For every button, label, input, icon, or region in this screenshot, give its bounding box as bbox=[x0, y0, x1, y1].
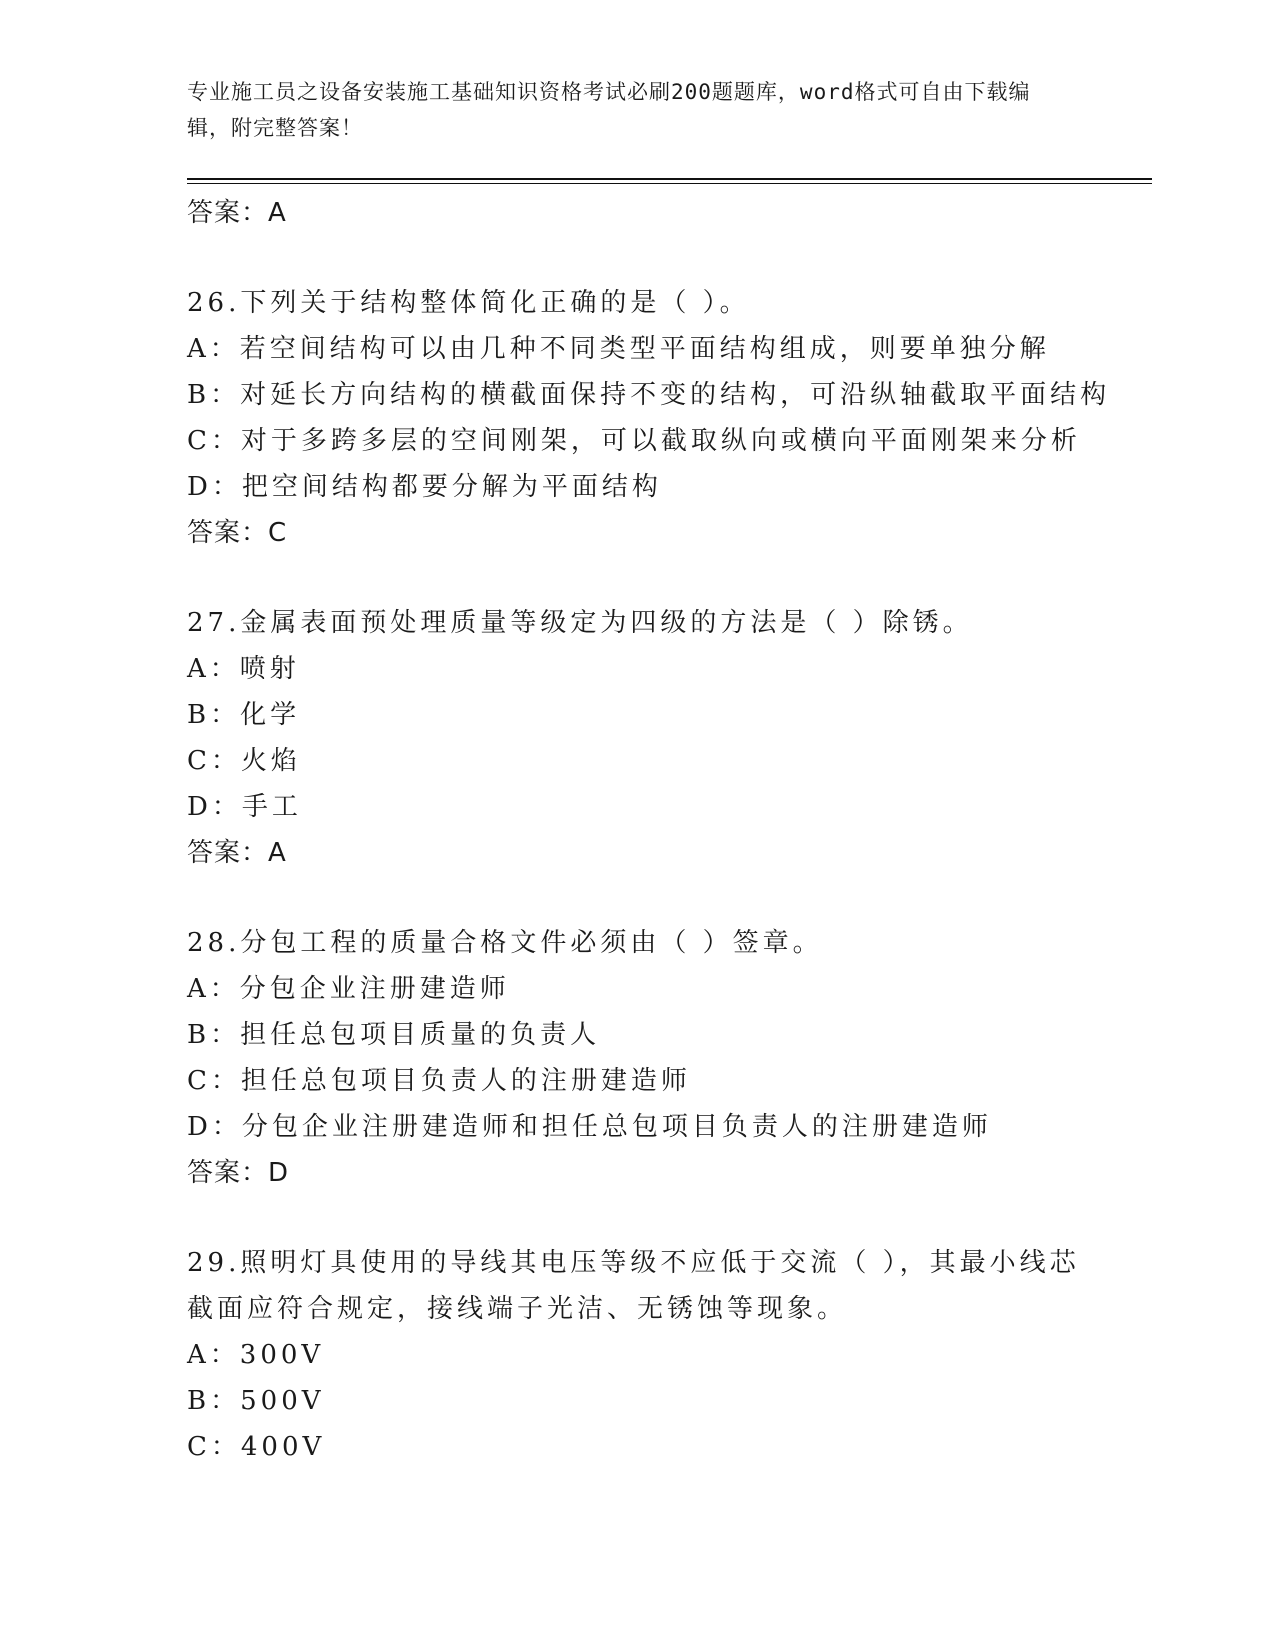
document-header: 专业施工员之设备安装施工基础知识资格考试必刷200题题库，word格式可自由下载编辑，附完整答案！ bbox=[187, 80, 1031, 140]
answer-label: 答案：A bbox=[187, 198, 287, 228]
option-d: D：把空间结构都要分解为平面结构 bbox=[187, 472, 662, 502]
question-stem: 27.金属表面预处理质量等级定为四级的方法是（ ）除锈。 bbox=[187, 608, 973, 638]
answer-label: 答案：D bbox=[187, 1158, 290, 1188]
option-d: D：分包企业注册建造师和担任总包项目负责人的注册建造师 bbox=[187, 1112, 992, 1142]
spacer bbox=[187, 556, 1087, 600]
header-rule-thick bbox=[187, 178, 1152, 180]
spacer bbox=[187, 1196, 1087, 1240]
option-d: D：手工 bbox=[187, 792, 302, 822]
option-c: C：400V bbox=[187, 1432, 326, 1462]
question-stem: 28.分包工程的质量合格文件必须由（ ）签章。 bbox=[187, 928, 823, 958]
question-block bbox=[187, 600, 1087, 876]
option-b: B：500V bbox=[187, 1386, 325, 1416]
question-block bbox=[187, 1240, 1087, 1470]
spacer bbox=[187, 236, 1087, 280]
option-a: A：若空间结构可以由几种不同类型平面结构组成，则要单独分解 bbox=[187, 334, 1050, 364]
question-stem: 29.照明灯具使用的导线其电压等级不应低于交流（ ），其最小线芯截面应符合规定，接线端子光洁、无锈蚀等现象。 bbox=[187, 1248, 1080, 1324]
option-a: A：300V bbox=[187, 1340, 325, 1370]
option-c: C：对于多跨多层的空间刚架，可以截取纵向或横向平面刚架来分析 bbox=[187, 426, 1081, 456]
option-c: C：火焰 bbox=[187, 746, 301, 776]
header-rule-thin bbox=[187, 183, 1152, 184]
question-stem: 26.下列关于结构整体简化正确的是（ ）。 bbox=[187, 288, 750, 318]
option-a: A：分包企业注册建造师 bbox=[187, 974, 510, 1004]
answer-label: 答案：C bbox=[187, 518, 288, 548]
option-b: B：化学 bbox=[187, 700, 301, 730]
option-b: B：对延长方向结构的横截面保持不变的结构，可沿纵轴截取平面结构 bbox=[187, 380, 1111, 410]
question-list bbox=[187, 190, 1111, 1470]
question-block bbox=[187, 920, 1087, 1196]
option-a: A：喷射 bbox=[187, 654, 300, 684]
option-b: B：担任总包项目质量的负责人 bbox=[187, 1020, 601, 1050]
answer-label: 答案：A bbox=[187, 838, 287, 868]
question-block bbox=[187, 280, 1111, 556]
spacer bbox=[187, 876, 1087, 920]
option-c: C：担任总包项目负责人的注册建造师 bbox=[187, 1066, 691, 1096]
